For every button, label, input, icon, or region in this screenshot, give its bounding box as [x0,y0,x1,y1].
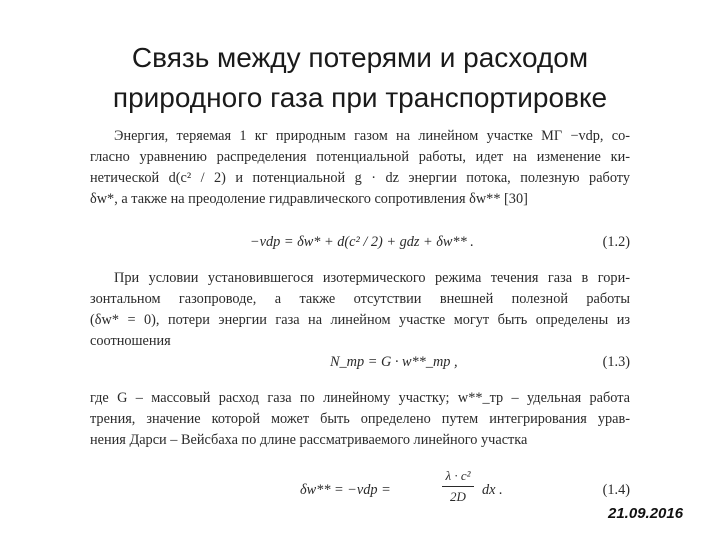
text-line: При условии установившегося изотермического режима течения газа в гори- [114,270,630,286]
slide-title [0,38,720,118]
equation-fraction [442,468,474,505]
fraction-denominator: 2D [450,489,466,504]
text-line: нения Дарси – Вейсбаха по длине рассматриваемого линейного участка [90,432,528,448]
text-line: где G – массовый расход газа по линейному участку; w**_тр – удельная работа [90,390,630,406]
paragraph-isothermal-flow [90,268,630,352]
equation-1-2 [90,232,630,258]
equation-1-3 [90,352,630,378]
slide-title-line-2: природного газа при транспортировке [112,82,608,113]
equation-formula: −vdp = δw* + d(c² / 2) + gdz + δw** . [250,234,474,250]
text-line: δw*, а также на преодоление гидравлического сопротивления δw** [30] [90,191,528,207]
equation-number: (1.4) [602,482,630,498]
equation-formula: N_тр = G · w**_тр , [330,354,458,370]
equation-1-4 [90,468,630,506]
fraction-numerator: λ · c² [445,468,471,483]
paragraph-mass-flow [90,388,630,451]
paragraph-energy-loss [90,126,630,210]
equation-number: (1.3) [602,354,630,370]
text-line: зонтальном газопроводе, а также отсутствии внешней полезной работы [90,291,630,307]
equation-lhs: δw** = −vdp = [300,482,391,498]
slide-date: 21.09.2016 [608,505,684,522]
equation-number: (1.2) [602,234,630,250]
scanned-text-excerpt [90,126,638,504]
slide-title-line-1: Связь между потерями и расходом [131,42,589,73]
text-line: гласно уравнению распределения потенциальной работы, идет на изменение ки- [90,149,630,165]
text-line: трения, значение которой может быть определено путем интегрирования урав- [90,411,630,427]
equation-rhs: dx . [482,482,503,498]
text-line: Энергия, теряемая 1 кг природным газом на линейном участке МГ −vdp, со- [114,128,630,144]
text-line: нетической d(c² / 2) и потенциальной g · dz энергии потока, полезную работу [90,170,630,186]
fraction-bar [442,486,474,487]
text-line: соотношения [90,333,171,349]
text-line: (δw* = 0), потери энергии газа на линейном участке могут быть определены из [90,312,630,328]
